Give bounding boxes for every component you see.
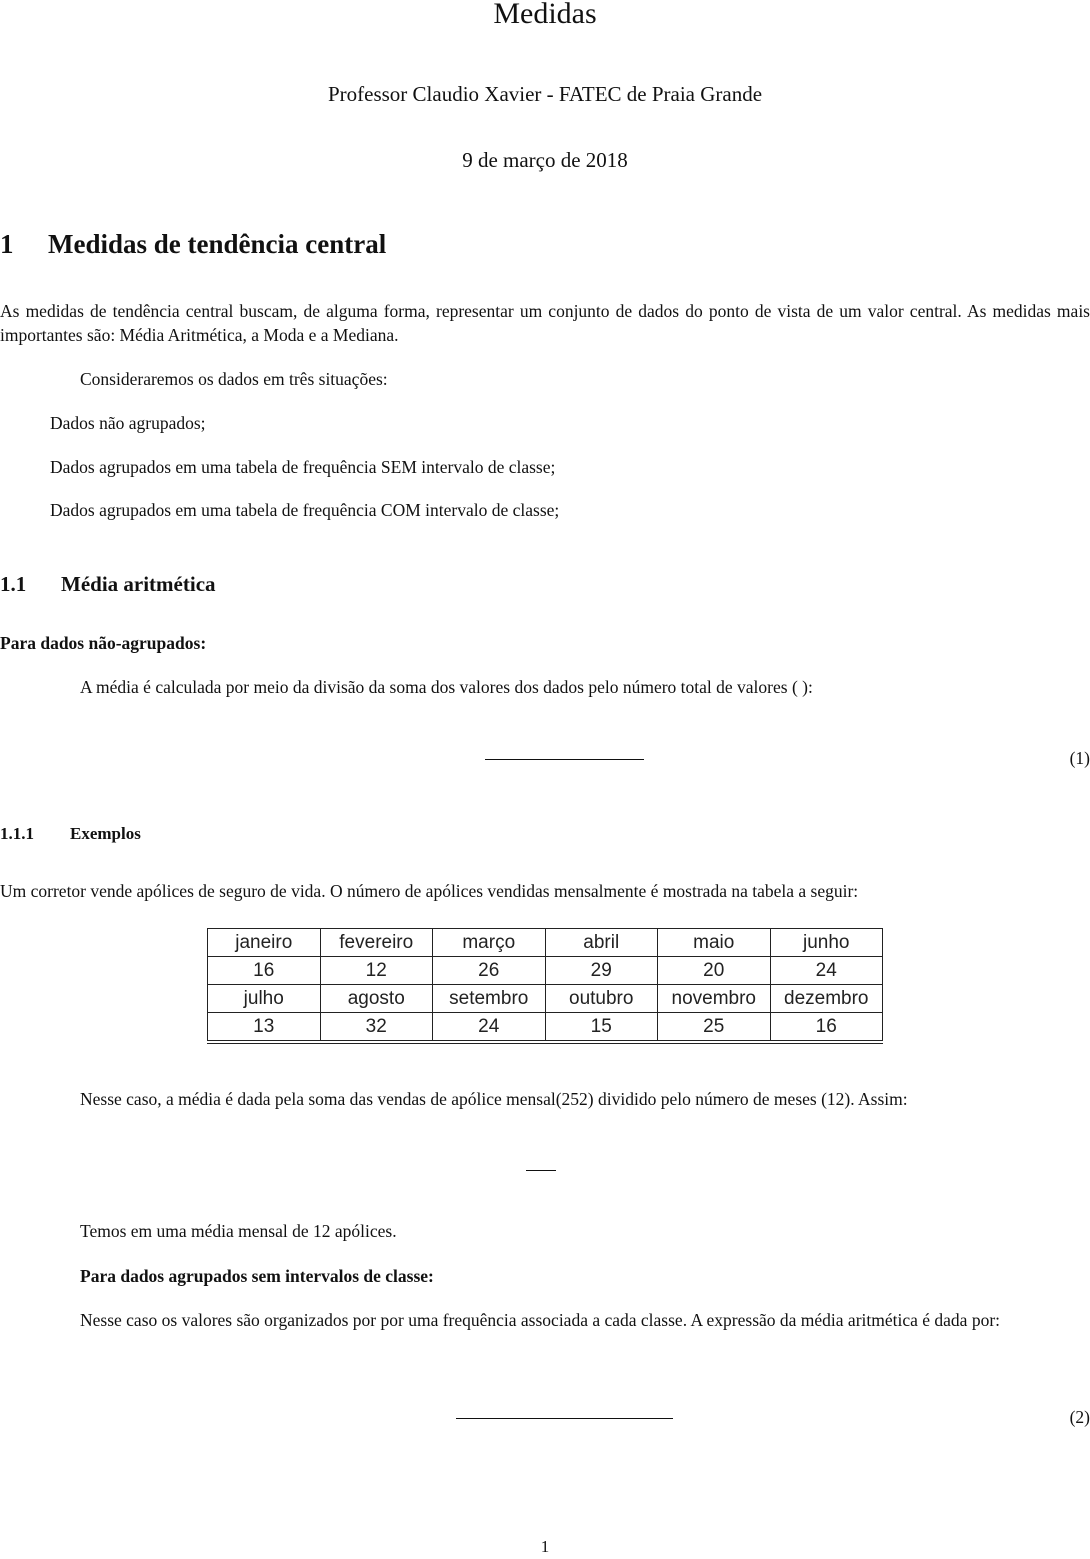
table-cell: setembro	[433, 985, 546, 1013]
fraction-line	[485, 759, 644, 760]
table-cell: julho	[208, 985, 321, 1013]
ungrouped-label: Para dados não-agrupados:	[0, 633, 207, 653]
subsubsection-number: 1.1.1	[0, 824, 34, 843]
table-cell: abril	[545, 929, 658, 957]
section-title: Medidas de tendência central	[48, 229, 387, 259]
equation-number: (1)	[1069, 748, 1090, 768]
subsection-number: 1.1	[0, 572, 27, 596]
table-cell: 15	[545, 1013, 658, 1043]
table-cell: maio	[658, 929, 771, 957]
table-cell: 20	[658, 957, 771, 985]
date-line: 9 de março de 2018	[462, 148, 628, 172]
table-row	[208, 957, 883, 985]
situation-item: Dados agrupados em uma tabela de frequência SEM intervalo de classe;	[50, 457, 556, 477]
table-cell: março	[433, 929, 546, 957]
consider-paragraph: Consideraremos os dados em três situações:	[80, 369, 388, 389]
sales-table	[207, 928, 883, 1044]
table-cell: agosto	[320, 985, 433, 1013]
table-row	[208, 1013, 883, 1043]
subsection-title: Média aritmética	[61, 572, 216, 596]
situation-item: Dados agrupados em uma tabela de frequência COM intervalo de classe;	[50, 500, 560, 520]
ungrouped-text: A média é calculada por meio da divisão da soma dos valores dos dados pelo número total de valores ( ):	[80, 677, 813, 697]
table-cell: junho	[770, 929, 883, 957]
table-cell: 25	[658, 1013, 771, 1043]
fraction-line	[526, 1170, 556, 1171]
table-cell: 16	[770, 1013, 883, 1043]
grouped-text: Nesse caso os valores são organizados por por uma frequência associada a cada classe. A expressão da média aritmética é dada por:	[80, 1310, 1001, 1330]
table-cell: outubro	[545, 985, 658, 1013]
table-cell: 29	[545, 957, 658, 985]
table-cell: janeiro	[208, 929, 321, 957]
author-line: Professor Claudio Xavier - FATEC de Praia Grande	[327, 82, 763, 106]
fraction-line	[456, 1418, 673, 1419]
table-cell: 12	[320, 957, 433, 985]
section-heading	[0, 226, 386, 262]
table-cell: 13	[208, 1013, 321, 1043]
table-cell: novembro	[658, 985, 771, 1013]
table-cell: 26	[433, 957, 546, 985]
subsubsection-title: Exemplos	[70, 824, 141, 843]
example-intro: Um corretor vende apólices de seguro de vida. O número de apólices vendidas mensalmente é mostrada na tabela a seguir:	[0, 881, 859, 901]
table-cell: 32	[320, 1013, 433, 1043]
section-number: 1	[0, 229, 14, 259]
table-cell: dezembro	[770, 985, 883, 1013]
subsection-heading	[0, 570, 216, 598]
table-cell: 16	[208, 957, 321, 985]
result-text: Temos em uma média mensal de 12 apólices.	[80, 1221, 397, 1241]
grouped-label: Para dados agrupados sem intervalos de classe:	[80, 1266, 434, 1286]
table-cell: 24	[433, 1013, 546, 1043]
equation-number: (2)	[1069, 1407, 1090, 1427]
after-table-text: Nesse caso, a média é dada pela soma das vendas de apólice mensal(252) dividido pelo número de meses (12). Assim:	[80, 1089, 908, 1109]
situation-item: Dados não agrupados;	[50, 413, 206, 433]
table-cell: 24	[770, 957, 883, 985]
document-title: Medidas	[493, 0, 597, 30]
page-number: 1	[540, 1537, 550, 1556]
table-row	[208, 985, 883, 1013]
subsubsection-heading	[0, 822, 141, 846]
table-cell: fevereiro	[320, 929, 433, 957]
table-row	[208, 929, 883, 957]
intro-paragraph: As medidas de tendência central buscam, de alguma forma, representar um conjunto de dados do ponto de vista de um valor central. As medidas mais importantes são: Média Aritmética, a Moda e a Mediana.	[0, 301, 1090, 345]
